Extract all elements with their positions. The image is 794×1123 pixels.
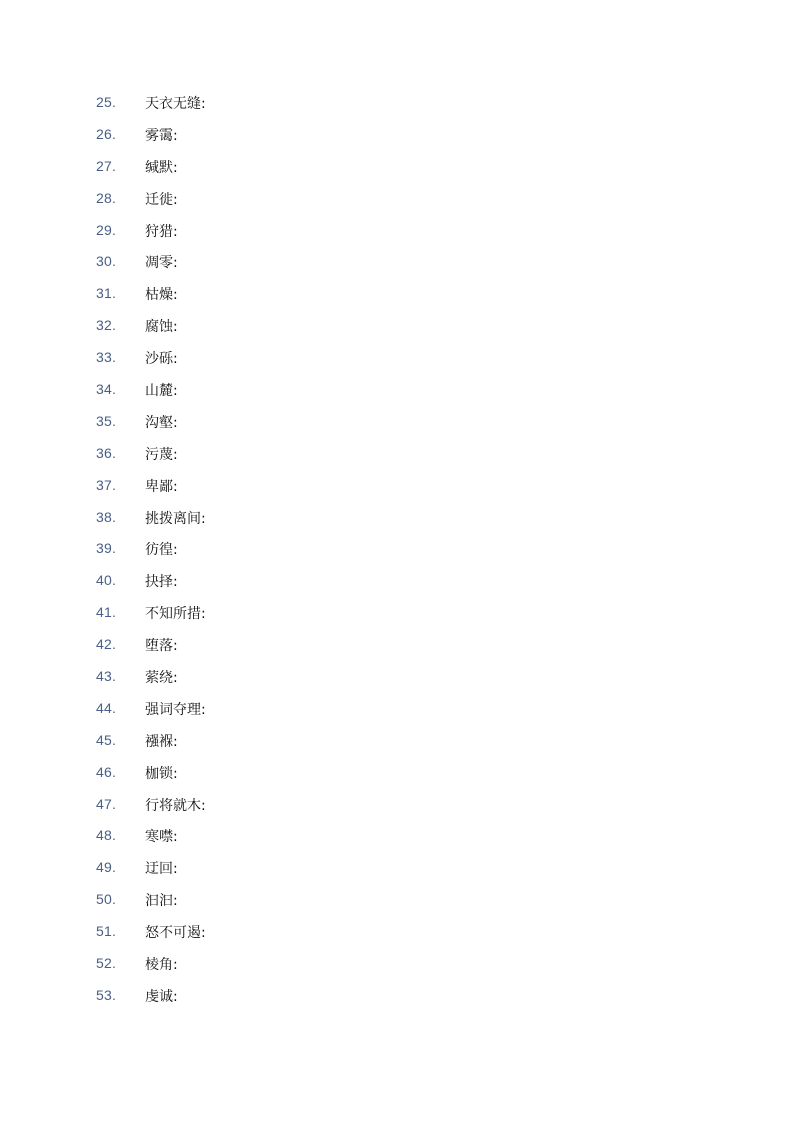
item-number: 33.	[96, 349, 117, 366]
item-term: 沙砾:	[145, 351, 178, 368]
item-number: 50.	[96, 891, 117, 908]
item-term: 棱角:	[145, 957, 178, 974]
item-number: 44.	[96, 699, 117, 716]
item-term: 不知所措:	[145, 606, 206, 623]
item-number: 41.	[96, 604, 117, 621]
item-number: 47.	[96, 795, 117, 812]
item-number: 52.	[96, 955, 117, 972]
item-number: 29.	[96, 221, 117, 238]
item-number: 53.	[96, 986, 117, 1003]
item-number: 27.	[96, 157, 117, 174]
list-item	[0, 662, 794, 694]
item-number: 35.	[96, 412, 117, 429]
item-term: 缄默:	[145, 159, 178, 176]
list-item	[0, 247, 794, 279]
item-term: 狩猎:	[145, 223, 178, 240]
list-item	[0, 152, 794, 184]
item-term: 彷徨:	[145, 542, 178, 559]
item-number: 38.	[96, 508, 117, 525]
list-item	[0, 184, 794, 216]
item-number: 39.	[96, 540, 117, 557]
item-number: 34.	[96, 381, 117, 398]
list-item	[0, 885, 794, 917]
list-item	[0, 439, 794, 471]
item-number: 32.	[96, 317, 117, 334]
list-item	[0, 758, 794, 790]
item-term: 汩汩:	[145, 893, 178, 910]
item-term: 抉择:	[145, 574, 178, 591]
item-term: 强词夺理:	[145, 701, 206, 718]
item-number: 30.	[96, 253, 117, 270]
list-item	[0, 88, 794, 120]
item-number: 46.	[96, 763, 117, 780]
item-term: 萦绕:	[145, 670, 178, 687]
item-term: 寒噤:	[145, 829, 178, 846]
list-item	[0, 534, 794, 566]
item-number: 48.	[96, 827, 117, 844]
item-number: 25.	[96, 94, 117, 110]
list-item	[0, 566, 794, 598]
list-item	[0, 279, 794, 311]
item-term: 枷锁:	[145, 765, 178, 782]
list-item	[0, 375, 794, 407]
item-term: 沟壑:	[145, 414, 178, 431]
list-item	[0, 503, 794, 535]
item-term: 山麓:	[145, 383, 178, 400]
list-item	[0, 981, 794, 1013]
list-item	[0, 630, 794, 662]
vocabulary-list	[0, 88, 794, 1013]
list-item	[0, 343, 794, 375]
item-term: 襁褓:	[145, 733, 178, 750]
item-term: 卑鄙:	[145, 478, 178, 495]
list-item	[0, 694, 794, 726]
item-term: 污蔑:	[145, 446, 178, 463]
item-number: 51.	[96, 923, 117, 940]
list-item	[0, 790, 794, 822]
item-number: 31.	[96, 285, 117, 302]
list-item	[0, 917, 794, 949]
item-term: 迁徙:	[145, 191, 178, 208]
list-item	[0, 407, 794, 439]
list-item	[0, 726, 794, 758]
item-number: 43.	[96, 668, 117, 685]
item-number: 49.	[96, 859, 117, 876]
item-number: 37.	[96, 476, 117, 493]
list-item	[0, 471, 794, 503]
list-item	[0, 216, 794, 248]
list-item	[0, 311, 794, 343]
item-term: 行将就木:	[145, 797, 206, 814]
item-term: 虔诚:	[145, 988, 178, 1005]
item-term: 迂回:	[145, 861, 178, 878]
item-term: 挑拨离间:	[145, 510, 206, 527]
list-item	[0, 598, 794, 630]
list-item	[0, 821, 794, 853]
item-term: 枯燥:	[145, 287, 178, 304]
list-item	[0, 120, 794, 152]
item-term: 雾霭:	[145, 127, 178, 144]
item-term: 怒不可遏:	[145, 925, 206, 942]
item-term: 堕落:	[145, 638, 178, 655]
list-item	[0, 853, 794, 885]
item-number: 42.	[96, 636, 117, 653]
item-term: 凋零:	[145, 255, 178, 272]
item-number: 26.	[96, 125, 117, 142]
item-term: 腐蚀:	[145, 319, 178, 336]
item-number: 40.	[96, 572, 117, 589]
item-term: 天衣无缝:	[145, 96, 206, 112]
item-number: 36.	[96, 444, 117, 461]
list-item	[0, 949, 794, 981]
item-number: 28.	[96, 189, 117, 206]
item-number: 45.	[96, 731, 117, 748]
